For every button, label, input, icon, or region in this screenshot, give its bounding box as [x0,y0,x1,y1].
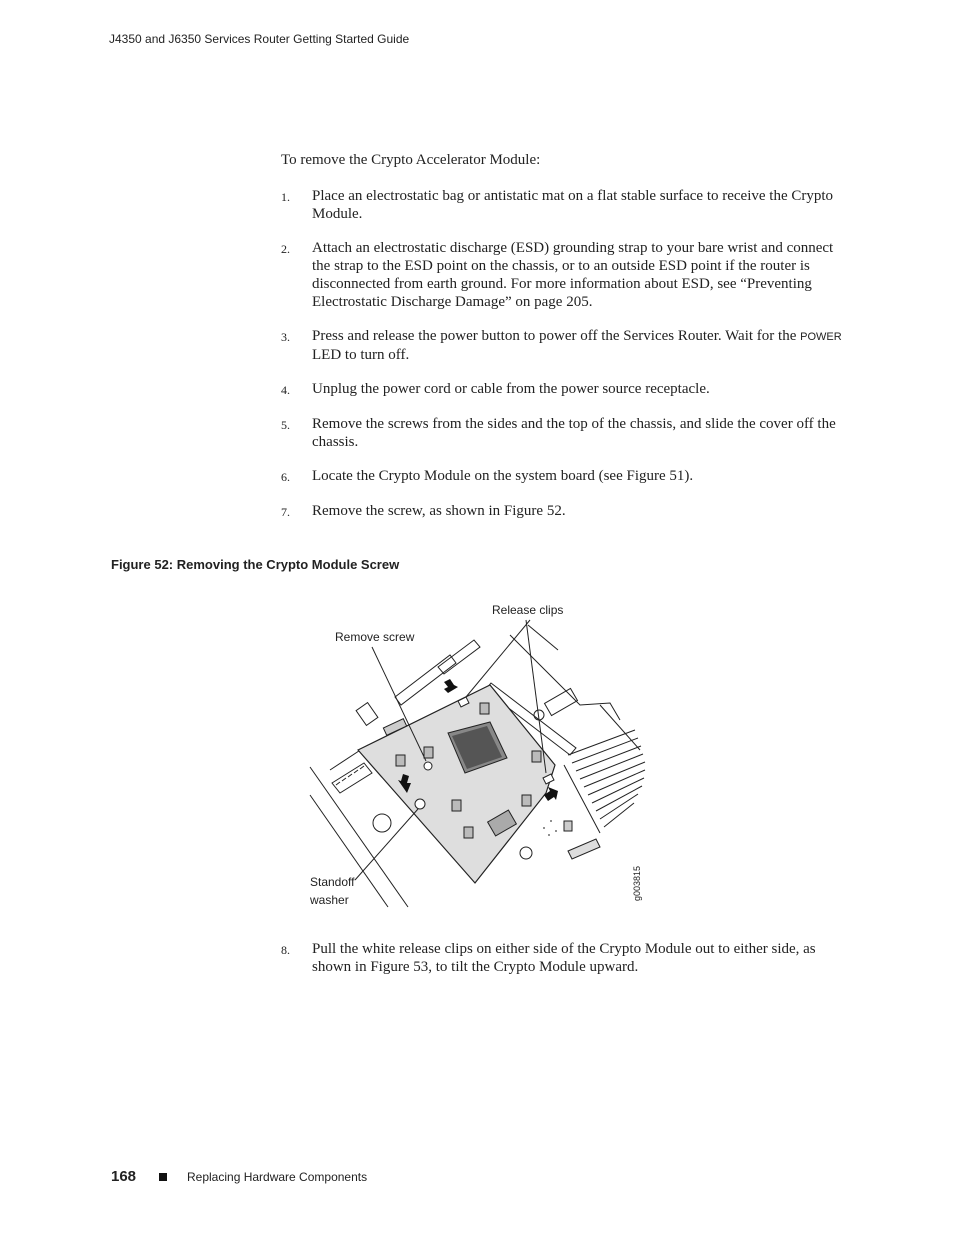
figure-caption: Figure 52: Removing the Crypto Module Screw [111,557,400,572]
board-component [545,688,578,715]
step-text: Pull the white release clips on either side of the Crypto Module out to either side, as shown in Figure 53, to tilt the Crypto Module upward. [312,941,816,975]
arrow-icon [444,679,458,693]
board-component [464,827,473,838]
connector-strip [568,839,600,859]
board-component [452,800,461,811]
step-number: 6. [281,470,290,484]
callout-remove-screw: Remove screw [335,630,415,644]
step-6 [281,467,851,486]
mounting-hole [520,847,532,859]
step-number: 2. [281,242,290,256]
step-8-container [281,940,851,992]
step-number: 8. [281,943,290,957]
board-component [480,703,489,714]
step-text: Locate the Crypto Module on the system board (see Figure 51). [312,468,694,484]
step-text-before: Press and release the power button to power off the Services Router. Wait for the [312,328,801,344]
page-footer [111,1168,367,1185]
step-3 [281,327,851,364]
board-slot [395,655,456,705]
callout-standoff-line1: Standoff [310,875,355,889]
step-1 [281,187,851,223]
standoff-washer [415,799,425,809]
step-number: 4. [281,383,290,397]
callout-standoff-line2: washer [310,893,349,907]
step-text: Attach an electrostatic discharge (ESD) grounding strap to your bare wrist and connect the strap to the ESD point on the chassis, or to an outside ESD point if the router is disconnected from earth ground. For more information about ESD, see “Preventing Electrostatic Discharge Damage” on page 205. [312,240,834,310]
running-header: J4350 and J6350 Services Router Getting Started Guide [109,32,410,46]
step-text: Remove the screw, as shown in Figure 52. [312,503,566,519]
step-text: Unplug the power cord or cable from the power source receptacle. [312,381,710,397]
step-text: Place an electrostatic bag or antistatic mat on a flat stable surface to receive the Crypto Module. [312,188,834,222]
step-number: 5. [281,418,290,432]
footer-square-icon [159,1173,167,1181]
heat-sink-fins [568,730,645,827]
connector-strip [332,763,372,793]
step-text [312,327,851,364]
step-list [281,187,851,537]
step-text: Remove the screws from the sides and the top of the chassis, and slide the cover off the chassis. [312,416,836,450]
step-7 [281,502,851,521]
step-number: 7. [281,505,290,519]
board-component [564,821,572,831]
board-component [424,747,433,758]
board-slot [438,640,480,674]
crypto-module-figure [300,595,660,915]
intro-text: To remove the Crypto Accelerator Module: [281,152,541,168]
leader-line [466,620,530,697]
screw [424,762,432,770]
board-component [356,703,378,726]
callout-release-clips: Release clips [492,603,564,617]
step-number: 1. [281,190,290,204]
power-keyword: POWER [800,331,842,343]
step-number: 3. [281,330,290,344]
mounting-hole [373,814,391,832]
board-component [532,751,541,762]
step-5 [281,415,851,451]
step-text-after: LED to turn off. [312,347,410,363]
crypto-module-board [358,685,555,883]
figure-id: g003815 [632,865,642,901]
board-component [396,755,405,766]
footer-section: Replacing Hardware Components [187,1169,368,1184]
page-number: 168 [111,1168,137,1185]
step-4 [281,380,851,399]
step-8 [281,940,851,976]
step-2 [281,239,851,311]
board-component [522,795,531,806]
